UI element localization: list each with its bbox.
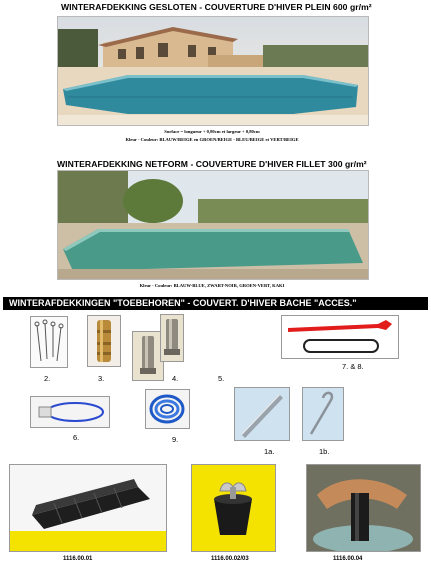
accessory-6-image bbox=[30, 396, 110, 428]
accessory-3-image bbox=[87, 315, 121, 367]
accessory-9-image bbox=[145, 389, 190, 429]
floor-anchor-icon bbox=[161, 315, 183, 361]
accessory-78-image bbox=[281, 315, 399, 359]
ground-pins-icon bbox=[31, 317, 67, 367]
product-1-image bbox=[9, 464, 167, 552]
product-1-code: 1116.00.01 bbox=[63, 556, 93, 562]
section2-caption: Kleur - Couleur: BLAUW-BLUE, ZWART-NOIR, GROEN-VERT, KAKI bbox=[139, 283, 285, 288]
closed-cover-photo bbox=[57, 16, 369, 126]
section1-title: WINTERAFDEKKING GESLOTEN - COUVERTURE D'HIVER PLEIN 600 gr/m² bbox=[61, 2, 372, 12]
skimmer-plug-icon bbox=[307, 465, 420, 551]
section1-caption-size: Surface = longueur + 0,80cm et largeur + 0,80cm bbox=[164, 129, 260, 134]
section1-caption-colors: Kleur - Couleur: BLAUW/BEIGE en GROEN/BEIGE - BLEU/BEIGE et VERT/BEIGE bbox=[125, 137, 299, 142]
accessory-1a-image bbox=[234, 387, 290, 441]
elastic-cord-icon bbox=[31, 397, 109, 427]
product-3-code: 1116.00.04 bbox=[333, 556, 363, 562]
tension-tool-icon bbox=[282, 316, 398, 358]
accessory-4b-image bbox=[160, 314, 184, 362]
accessory-78-label: 7. & 8. bbox=[342, 362, 364, 371]
product-2-code: 1116.00.02/03 bbox=[211, 556, 249, 562]
accessory-1b-image bbox=[302, 387, 344, 441]
accessory-2-label: 2. bbox=[44, 374, 51, 383]
cord-coil-icon bbox=[146, 390, 189, 428]
accessories-banner: WINTERAFDEKKINGEN "TOEBEHOREN" - COUVERT. D'HIVER BACHE "ACCES." bbox=[3, 297, 428, 310]
section2-title: WINTERAFDEKKING NETFORM - COUVERTURE D'HIVER FILLET 300 gr/m² bbox=[57, 159, 367, 169]
brass-anchor-icon bbox=[88, 316, 120, 366]
net-cover-illustration bbox=[58, 171, 368, 279]
product-3-image bbox=[306, 464, 421, 552]
accessory-6-label: 6. bbox=[73, 433, 80, 442]
floor-anchor-icon bbox=[133, 332, 163, 380]
hook-icon bbox=[303, 388, 343, 440]
accessory-3-label: 3. bbox=[98, 374, 105, 383]
accessory-9-label: 9. bbox=[172, 435, 179, 444]
accessory-1a-label: 1a. bbox=[264, 447, 275, 456]
closed-cover-illustration bbox=[58, 17, 368, 125]
accessory-2-image bbox=[30, 316, 68, 368]
accessory-4-label: 4. bbox=[172, 374, 179, 383]
winter-plug-icon bbox=[192, 465, 275, 551]
product-2-image bbox=[191, 464, 276, 552]
accessory-1b-label: 1b. bbox=[319, 447, 330, 456]
net-cover-photo bbox=[57, 170, 369, 280]
accessory-5-label: 5. bbox=[218, 374, 225, 383]
aluminium-tube-icon bbox=[235, 388, 289, 440]
water-tube-icon bbox=[10, 465, 166, 551]
